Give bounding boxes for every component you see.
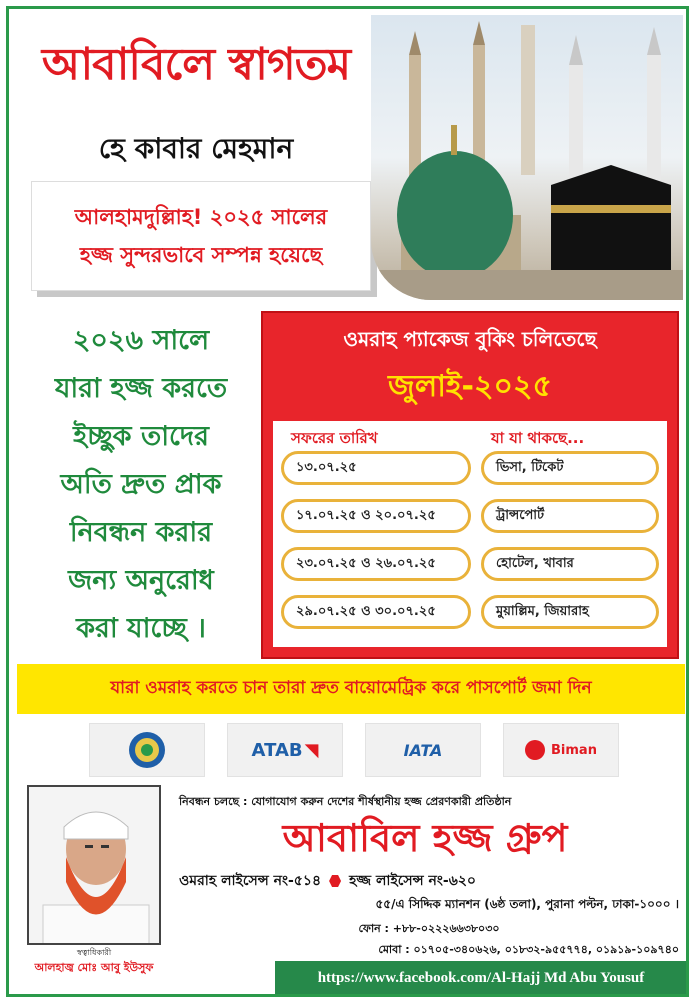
hajj-license: হজ্জ লাইসেন্স নং-৬২০ — [349, 873, 477, 889]
advertisement-page — [6, 6, 689, 997]
include-item: মুয়াল্লিম, জিয়ারাহ — [481, 595, 659, 629]
notice-line: করা যাচ্ছে । — [76, 613, 206, 644]
notice-line: যারা হজ্জ করতে — [54, 373, 228, 404]
portrait-title: স্বত্বাধিকারী — [76, 948, 112, 957]
pre-registration-notice — [23, 317, 259, 653]
notice-line: জন্য অনুরোধ — [68, 565, 214, 596]
alhamdulillah-line-2: হজ্জ সুন্দরভাবে সম্পন্ন হয়েছে — [79, 243, 323, 267]
date-item: ২৩.০৭.২৫ ও ২৬.০৭.২৫ — [281, 547, 471, 581]
passport-banner: যারা ওমরাহ করতে চান তারা দ্রুত বায়োমেট্রিক করে পাসপোর্ট জমা দিন — [17, 664, 685, 714]
date-item: ১৭.০৭.২৫ ও ২০.০৭.২৫ — [281, 499, 471, 533]
phone-number: ফোন : +৮৮-০২২২৬৬৩৮০৩০ — [358, 922, 500, 935]
notice-line: নিবন্ধন করার — [69, 517, 213, 548]
portrait-name: আলহাজ্ব মোঃ আবু ইউসুফ — [34, 961, 154, 974]
portrait-illustration — [29, 787, 161, 945]
partner-logos — [89, 723, 619, 777]
seal-icon — [127, 730, 167, 770]
dates-header: সফরের তারিখ — [291, 429, 378, 447]
notice-line: ইচ্ছুক তাদের — [73, 421, 209, 452]
hexagon-icon — [329, 875, 341, 887]
page-title: আবাবিলে স্বাগতম — [41, 39, 351, 90]
umrah-license: ওমরাহ লাইসেন্স নং-৫১৪ — [179, 873, 322, 889]
address: ৫৫/এ সিদ্দিক ম্যানশন (৬ষ্ঠ তলা), পুরানা পল্টন, ঢাকা-১০০০ । — [375, 897, 679, 911]
iata-logo — [365, 723, 481, 777]
umrah-month: জুলাই-২০২৫ — [388, 369, 552, 404]
umrah-heading: ওমরাহ প্যাকেজ বুকিং চলিতেছে — [343, 327, 597, 351]
kaaba-mosque-photo — [371, 15, 683, 300]
government-seal-logo — [89, 723, 205, 777]
biman-logo — [503, 723, 619, 777]
notice-line: ২০২৬ সালে — [72, 325, 210, 356]
atab-logo-text: ATAB — [251, 739, 303, 761]
biman-mark-icon — [525, 740, 545, 760]
facebook-link[interactable]: https://www.facebook.com/Al-Hajj Md Abu Yousuf — [275, 961, 687, 995]
alhamdulillah-line-1: আলহামদুল্লিাহ! ২০২৫ সালের — [74, 205, 328, 229]
owner-portrait — [27, 785, 161, 945]
atab-mark-icon: ◥ — [304, 739, 319, 761]
date-item: ১৩.০৭.২৫ — [281, 451, 471, 485]
include-item: ভিসা, টিকেট — [481, 451, 659, 485]
include-item: হোটেল, খাবার — [481, 547, 659, 581]
include-item: ট্রান্সপোর্ট — [481, 499, 659, 533]
alhamdulillah-box — [31, 181, 371, 291]
date-item: ২৯.০৭.২৫ ও ৩০.০৭.২৫ — [281, 595, 471, 629]
iata-logo-text: IATA — [403, 740, 443, 760]
atab-logo — [227, 723, 343, 777]
biman-logo-text: Biman — [551, 742, 597, 758]
group-name: আবাবিল হজ্জ গ্রুপ — [282, 816, 568, 860]
mosque-illustration — [371, 15, 683, 300]
umrah-package-box — [261, 311, 679, 659]
mobile-numbers: মোবা : ০১৭০৫-৩৪০৬২৬, ০১৮৩২-৯৫৫৭৭৪, ০১৯১৯-১০৯৭৪০ — [378, 943, 679, 956]
page-subtitle: হে কাবার মেহমান — [98, 132, 294, 165]
includes-header: যা যা থাকছে... — [491, 429, 585, 447]
notice-line: অতি দ্রুত প্রাক — [60, 469, 222, 500]
license-line — [179, 869, 679, 893]
registration-line: নিবন্ধন চলছে : যোগাযোগ করুন দেশের শীর্ষস্থানীয় হজ্জ প্রেরণকারী প্রতিষ্ঠান — [179, 795, 512, 808]
umrah-schedule-panel — [273, 421, 667, 647]
